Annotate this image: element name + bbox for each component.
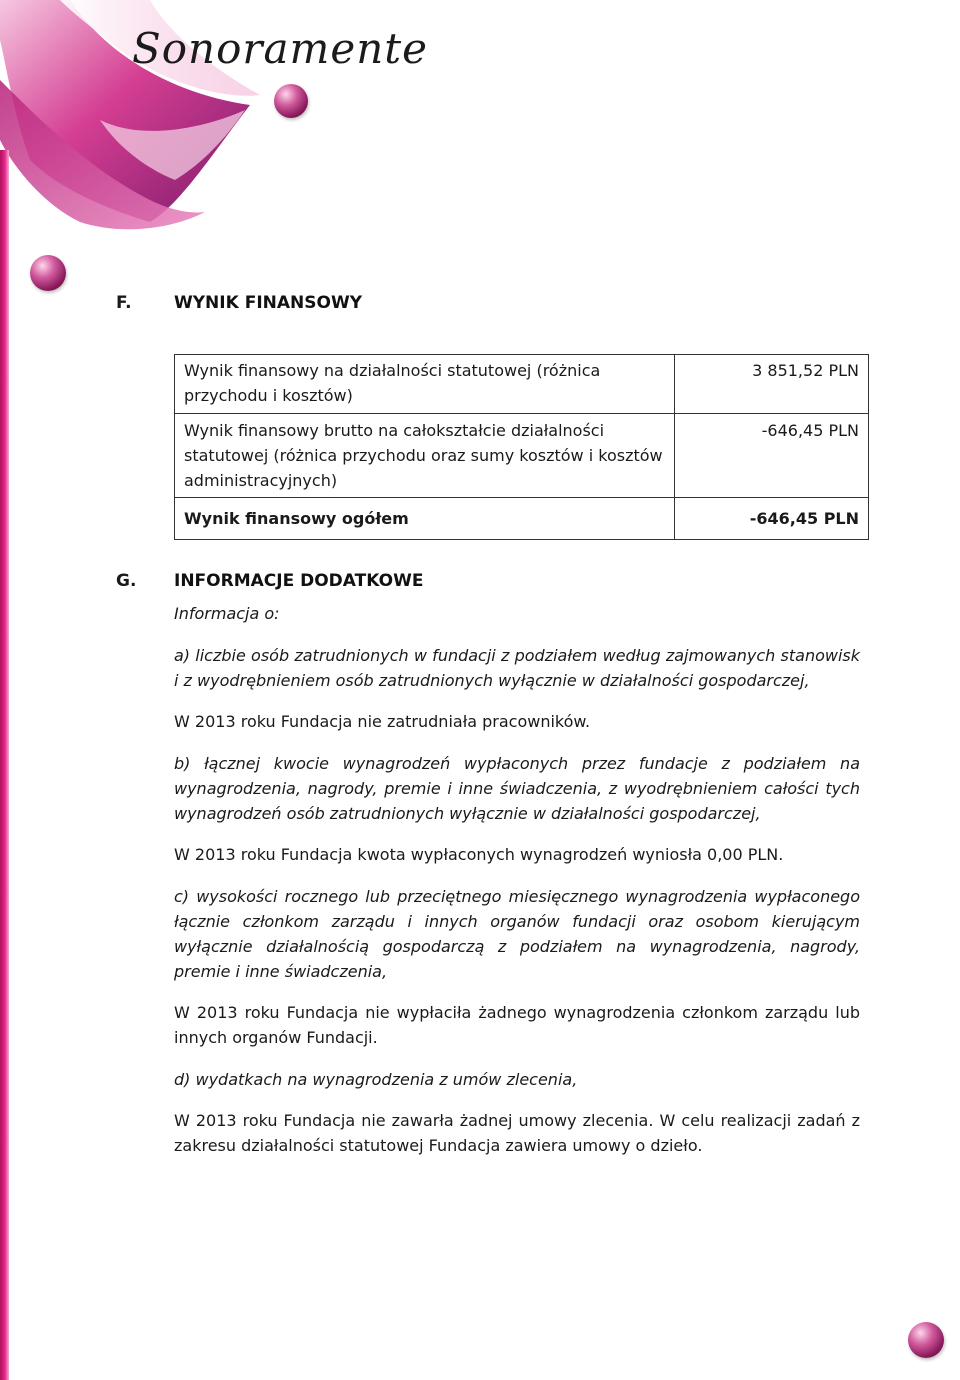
question-d: d) wydatkach na wynagrodzenia z umów zlecenia, <box>174 1070 578 1089</box>
table-row-total <box>175 498 869 540</box>
answer-a: W 2013 roku Fundacja nie zatrudniała pracowników. <box>174 712 591 731</box>
question-a: a) liczbie osób zatrudnionych w fundacji z podziałem według zajmowanych stanowisk i z wyodrębnieniem osób zatrudnionych wyłącznie w działalności gospodarczej, <box>174 646 860 690</box>
section-g-intro: Informacja o: <box>174 604 280 623</box>
left-margin-bar <box>0 150 9 1380</box>
row-label: Wynik finansowy brutto na całokształcie działalności statutowej (różnica przychodu oraz sumy kosztów i kosztów administracyjnych) <box>175 414 675 498</box>
table-row <box>175 355 869 414</box>
row-value: 3 851,52 PLN <box>675 355 869 414</box>
pearl-orb-icon <box>908 1322 944 1358</box>
row-label: Wynik finansowy ogółem <box>175 498 675 540</box>
financial-result-table <box>174 354 869 540</box>
pearl-orb-icon <box>274 84 308 118</box>
table-row <box>175 414 869 498</box>
pearl-orb-icon <box>30 255 66 291</box>
answer-b: W 2013 roku Fundacja kwota wypłaconych wynagrodzeń wyniosła 0,00 PLN. <box>174 845 784 864</box>
row-value: -646,45 PLN <box>675 498 869 540</box>
section-g-letter: G. <box>116 571 137 591</box>
answer-c: W 2013 roku Fundacja nie wypłaciła żadnego wynagrodzenia członkom zarządu lub innych organów Fundacji. <box>174 1003 860 1047</box>
question-b: b) łącznej kwocie wynagrodzeń wypłaconych przez fundacje z podziałem na wynagrodzenia, nagrody, premie i inne świadczenia, z wyodrębnieniem całości tych wynagrodzeń osób zatrudnionych wyłącznie w działalności gospodarczej, <box>174 754 860 823</box>
question-c: c) wysokości rocznego lub przeciętnego miesięcznego wynagrodzenia wypłaconego łącznie członkom zarządu i innych organów fundacji oraz osobom kierującym wyłącznie działalnością gospodarczą z podziałem na wynagrodzenia, nagrody, premie i inne świadczenia, <box>174 887 860 981</box>
answer-d: W 2013 roku Fundacja nie zawarła żadnej umowy zlecenia. W celu realizacji zadań z zakresu działalności statutowej Fundacja zawiera umowy o dzieło. <box>174 1111 860 1155</box>
section-f-letter: F. <box>116 293 132 313</box>
row-label: Wynik finansowy na działalności statutowej (różnica przychodu i kosztów) <box>175 355 675 414</box>
section-g-title: INFORMACJE DODATKOWE <box>174 571 424 591</box>
section-f-title: WYNIK FINANSOWY <box>174 293 363 313</box>
sonoramente-logo: Sonoramente <box>132 24 428 73</box>
row-value: -646,45 PLN <box>675 414 869 498</box>
